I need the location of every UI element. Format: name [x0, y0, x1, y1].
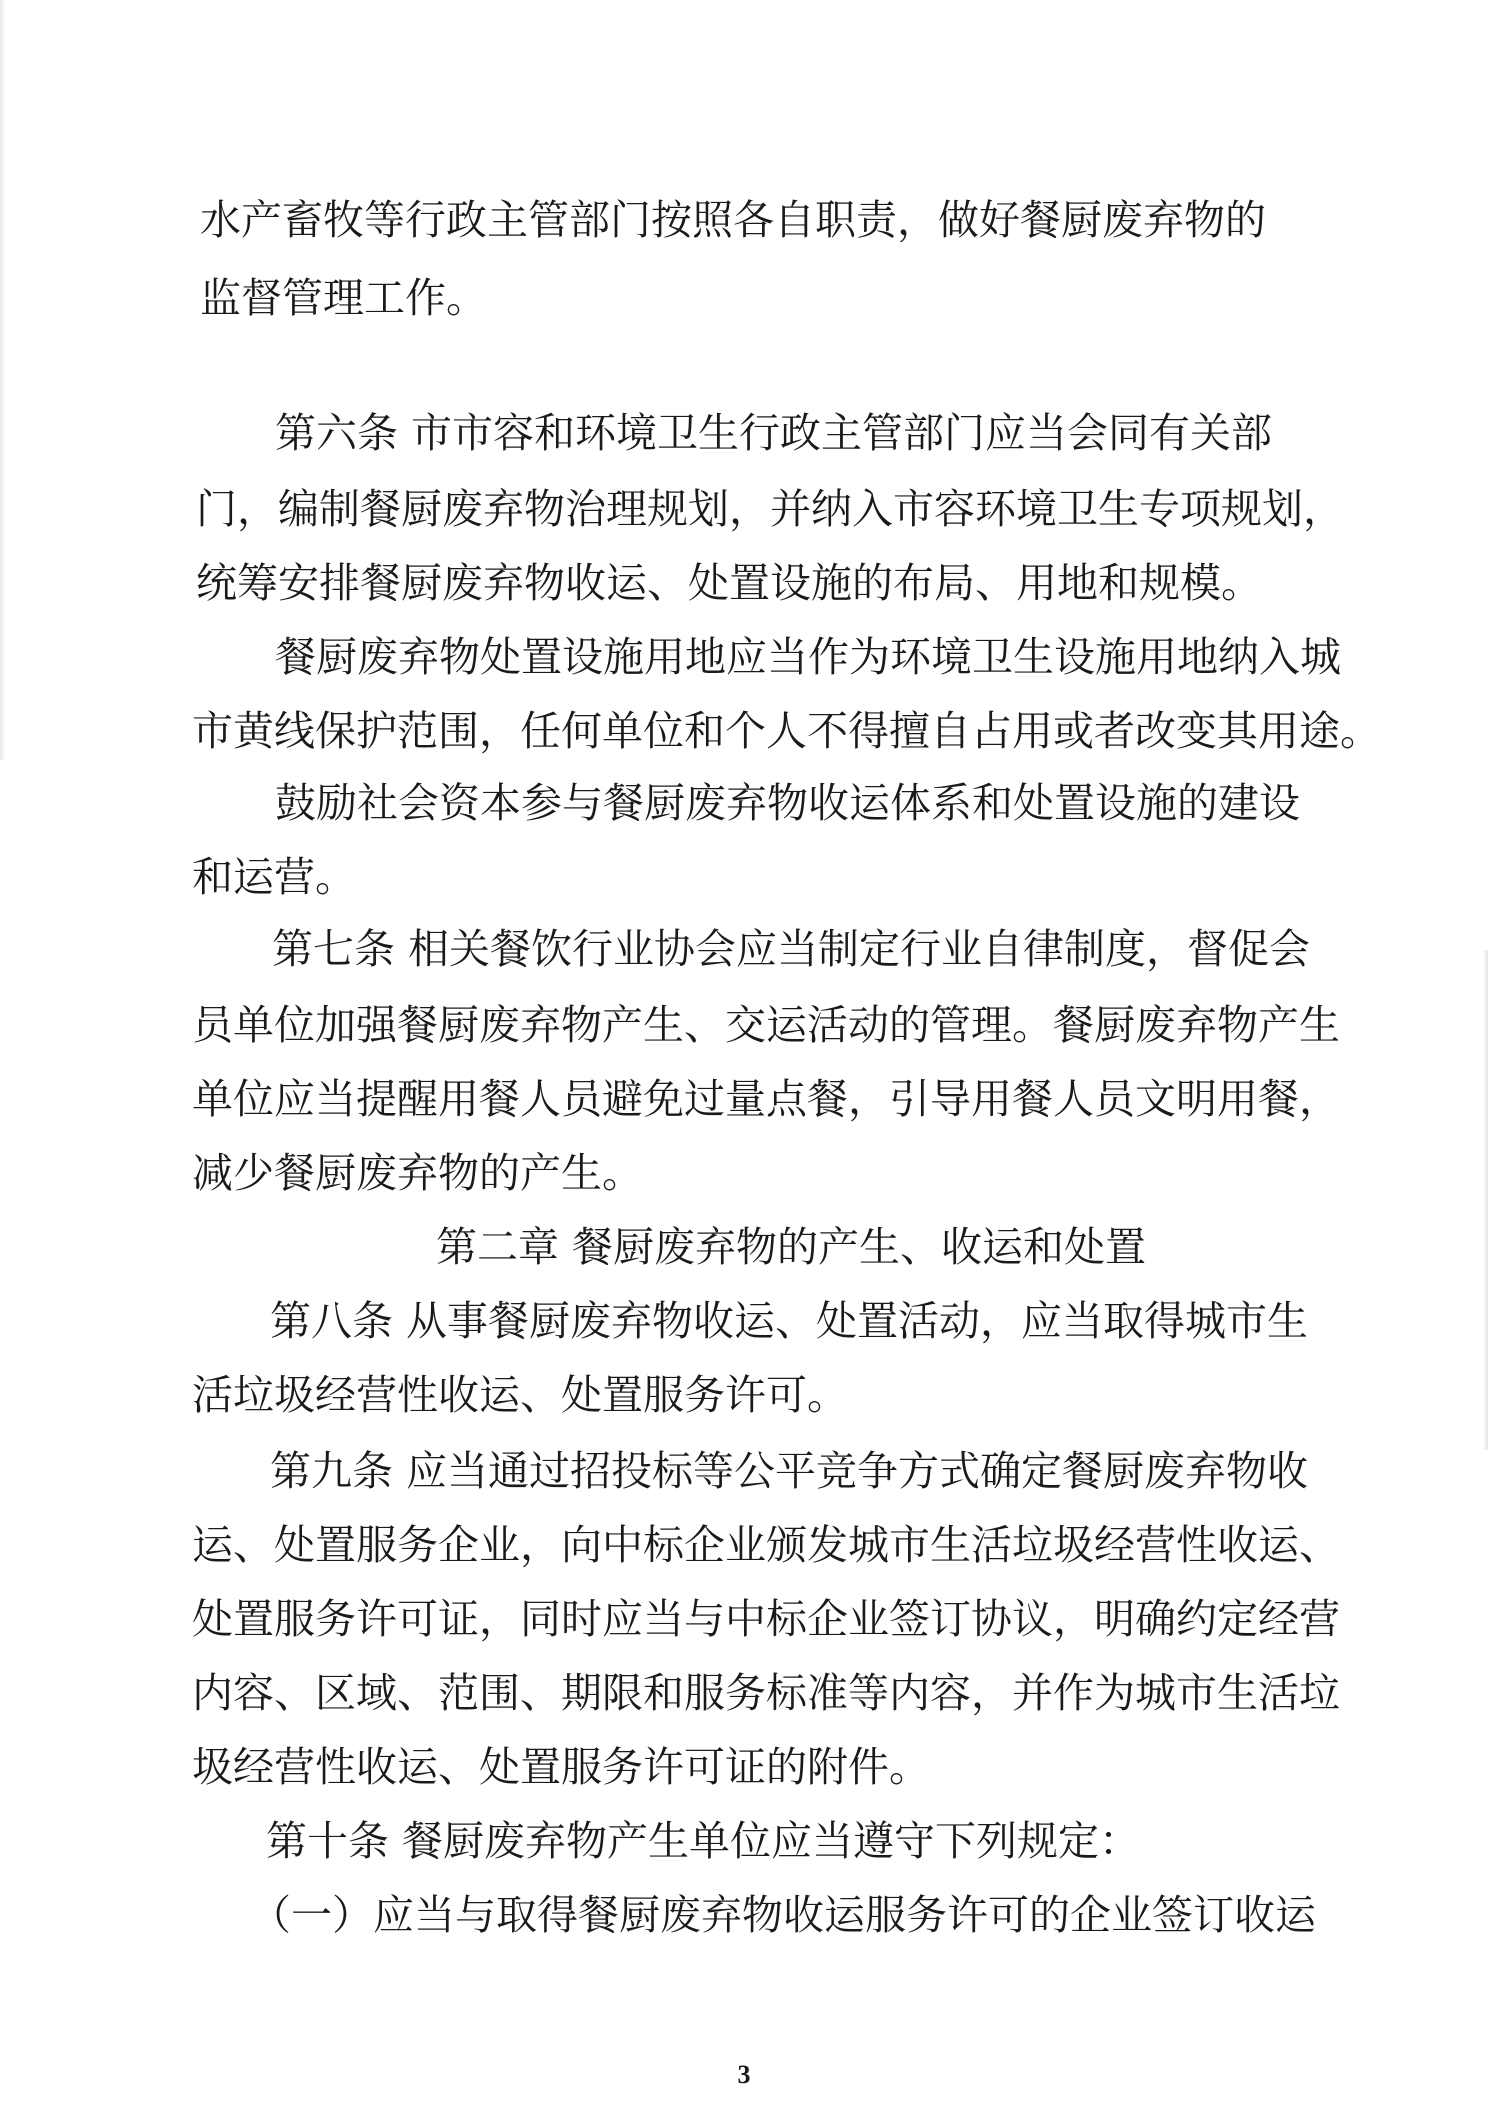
scan-edge-left — [0, 0, 6, 760]
scan-edge-right — [1483, 950, 1488, 1450]
page-number: 3 — [737, 2060, 751, 2089]
document-page: 水产畜牧等行政主管部门按照各自职责，做好餐厨废弃物的 监督管理工作。 第六条 市市容和环境卫生行政主管部门应当会同有关部 门，编制餐厨废弃物治理规划，并纳入市容环境卫生专项规划， 统筹安排餐厨废弃物收运、处置设施的布局、用地和规模。 餐厨废弃物处置设施用地应当作为环境卫生设施用地纳入城 市黄线保护范围，任何单位和个人不得擅自占用或者改变其用途。 鼓励社会资本参与餐厨废弃物收运体系和处置设施的建设 和运营。 第七条 相关餐饮行业协会应当制定行业自律制度，督促会 员单位加强餐厨废弃物产生、交运活动的管理。餐厨废弃物产生 单位应当提醒用餐人员避免过量点餐，引导用餐人员文明用餐， 减少餐厨废弃物的产生。 第二章 餐厨废弃物的产生、收运和处置 第八条 从事餐厨废弃物收运、处置活动，应当取得城市生 活垃圾经营性收运、处置服务许可。 第九条 应当通过招投标等公平竞争方式确定餐厨废弃物收 运、处置服务企业，向中标企业颁发城市生活垃圾经营性收运、 处置服务许可证，同时应当与中标企业签订协议，明确约定经营 内容、区域、范围、期限和服务标准等内容，并作为城市生活垃 圾经营性收运、处置服务许可证的附件。 第十条 餐厨废弃物产生单位应当遵守下列规定： （一）应当与取得餐厨废弃物收运服务许可的企业签订收运 3 — [0, 0, 1488, 2105]
